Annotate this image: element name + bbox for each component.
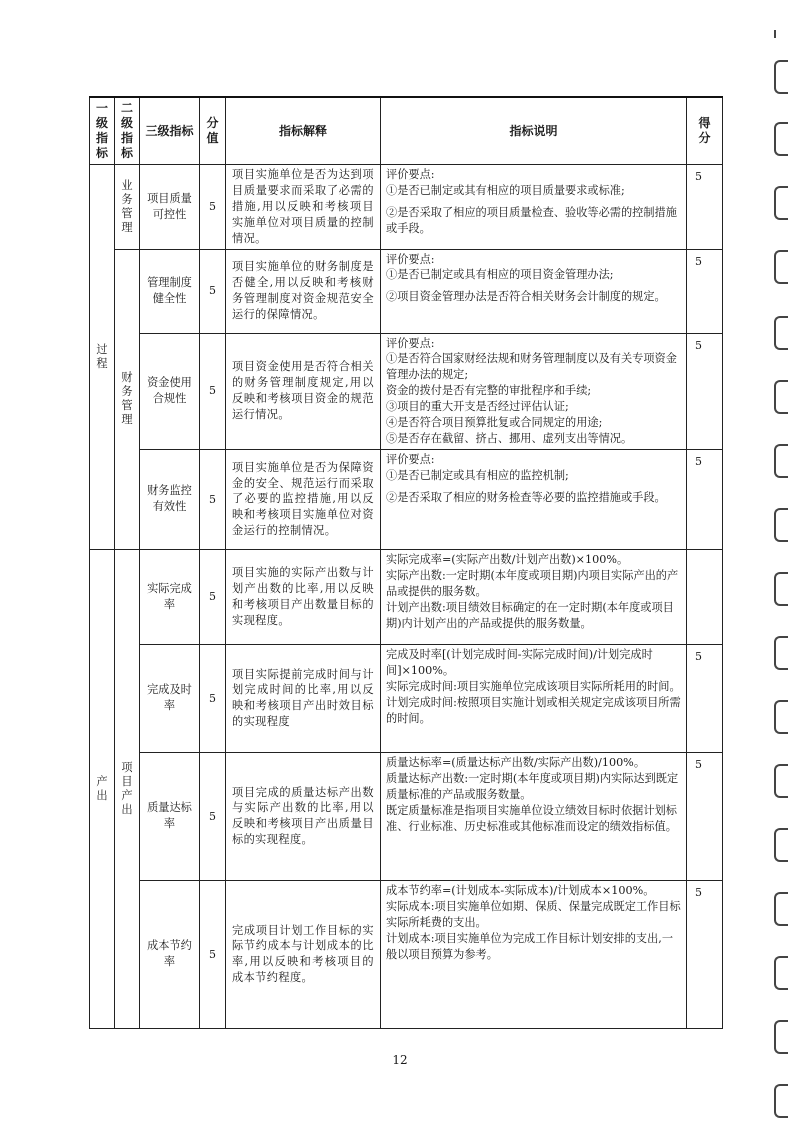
desc-line: 既定质量标准是指项目实施单位设立绩效目标时依据计划标准、行业标准、历史标准或其他标准而设定的绩效指标值。 bbox=[386, 803, 677, 833]
row-score: 5 bbox=[200, 549, 226, 644]
row-score: 5 bbox=[200, 333, 226, 449]
desc-line: 实际成本:项目实施单位如期、保质、保量完成既定工作目标实际所耗费的支出。 bbox=[386, 899, 681, 929]
table-row bbox=[90, 449, 723, 549]
desc-line: 评价要点: bbox=[386, 168, 435, 181]
table-header-row bbox=[90, 97, 723, 165]
desc-line: 质量达标率=(质量达标产出数/实际产出数)/100%。 bbox=[386, 755, 646, 769]
row-explain: 项目实际提前完成时间与计划完成时间的比率,用以反映和考核项目产出时效目标的实现程度 bbox=[226, 644, 381, 752]
header-level1: 一级指标 bbox=[90, 97, 115, 165]
row-desc bbox=[381, 549, 687, 644]
row-got: 5 bbox=[687, 165, 723, 250]
header-level3: 三级指标 bbox=[140, 97, 200, 165]
table-row bbox=[90, 880, 723, 1028]
desc-line: 成本节约率=(计划成本-实际成本)/计划成本×100%。 bbox=[386, 883, 655, 897]
group-output: 产出 bbox=[90, 549, 115, 1028]
row-desc bbox=[381, 165, 687, 250]
desc-line: 评价要点: bbox=[386, 336, 435, 350]
row-score: 5 bbox=[200, 449, 226, 549]
row-name: 成本节约率 bbox=[140, 880, 200, 1028]
desc-line: 实际产出数:一定时期(本年度或项目期)内项目实际产出的产品或提供的服务数。 bbox=[386, 568, 679, 598]
row-got: 5 bbox=[687, 644, 723, 752]
header-got: 得分 bbox=[687, 97, 723, 165]
row-explain: 项目资金使用是否符合相关的财务管理制度规定,用以反映和考核项目资金的规范运行情况。 bbox=[226, 333, 381, 449]
header-score: 分值 bbox=[200, 97, 226, 165]
row-name: 质量达标率 bbox=[140, 752, 200, 880]
row-desc bbox=[381, 752, 687, 880]
desc-line: ②是否采取了相应的财务检查等必要的监控措施或手段。 bbox=[386, 490, 666, 504]
desc-line: 完成及时率[(计划完成时间-实际完成时间)/计划完成时间]×100%。 bbox=[386, 647, 653, 677]
row-got: 5 bbox=[687, 752, 723, 880]
desc-line: 计划产出数:项目绩效目标确定的在一定时期(本年度或项目期)内计划产出的产品或提供的服务数量。 bbox=[386, 600, 674, 630]
desc-line: ①是否已制定或具有相应的项目资金管理办法; bbox=[386, 268, 614, 282]
row-desc bbox=[381, 333, 687, 449]
group-project-output: 项目产出 bbox=[115, 549, 140, 1028]
desc-line: 资金的拨付是否有完整的审批程序和手续; bbox=[386, 384, 592, 398]
page-number: 12 bbox=[392, 1053, 408, 1067]
row-got bbox=[687, 549, 723, 644]
desc-line: 评价要点: bbox=[386, 252, 435, 266]
row-desc bbox=[381, 249, 687, 333]
desc-line: 实际完成时间:项目实施单位完成该项目实际所耗用的时间。 bbox=[386, 679, 681, 693]
row-got: 5 bbox=[687, 333, 723, 449]
table-row bbox=[90, 333, 723, 449]
row-explain: 项目实施的实际产出数与计划产出数的比率,用以反映和考核项目产出数量目标的实现程度。 bbox=[226, 549, 381, 644]
header-level2: 二级指标 bbox=[115, 97, 140, 165]
row-name: 管理制度健全性 bbox=[140, 249, 200, 333]
row-got: 5 bbox=[687, 449, 723, 549]
desc-line: ④是否符合项目预算批复或合同规定的用途; bbox=[386, 416, 603, 430]
row-score: 5 bbox=[200, 249, 226, 333]
header-explain: 指标解释 bbox=[226, 97, 381, 165]
row-score: 5 bbox=[200, 165, 226, 250]
row-explain: 项目实施单位是否为达到项目质量要求而采取了必需的措施,用以反映和考核项目实施单位对项目质量的控制情况。 bbox=[226, 165, 381, 250]
desc-line: ⑤是否存在截留、挤占、挪用、虚列支出等情况。 bbox=[386, 431, 633, 445]
row-explain: 项目实施单位的财务制度是否健全,用以反映和考核财务管理制度对资金规范安全运行的保障情况。 bbox=[226, 249, 381, 333]
desc-line: 质量达标产出数:一定时期(本年度或项目期)内实际达到既定质量标准的产品或服务数量。 bbox=[386, 771, 679, 801]
desc-line: ③项目的重大开支是否经过评估认证; bbox=[386, 400, 569, 414]
desc-line: ①是否符合国家财经法规和财务管理制度以及有关专项资金管理办法的规定; bbox=[386, 352, 677, 382]
desc-line: ②是否采取了相应的项目质量检查、验收等必需的控制措施或手段。 bbox=[386, 205, 677, 235]
desc-line: 计划成本:项目实施单位为完成工作目标计划安排的支出,一般以项目预算为参考。 bbox=[386, 931, 674, 961]
group-process: 过程 bbox=[90, 165, 115, 550]
row-name: 完成及时率 bbox=[140, 644, 200, 752]
row-explain: 项目完成的质量达标产出数与实际产出数的比率,用以反映和考核项目产出质量目标的实现程度。 bbox=[226, 752, 381, 880]
desc-line: ①是否已制定或具有相应的监控机制; bbox=[386, 468, 569, 482]
row-name: 资金使用合规性 bbox=[140, 333, 200, 449]
row-score: 5 bbox=[200, 644, 226, 752]
row-score: 5 bbox=[200, 752, 226, 880]
row-name: 实际完成率 bbox=[140, 549, 200, 644]
row-explain: 项目实施单位是否为保障资金的安全、规范运行而采取了必要的监控措施,用以反映和考核项目实施单位对资金运行的控制情况。 bbox=[226, 449, 381, 549]
table-row bbox=[90, 644, 723, 752]
row-explain: 完成项目计划工作目标的实际节约成本与计划成本的比率,用以反映和考核项目的成本节约程度。 bbox=[226, 880, 381, 1028]
indicator-table bbox=[89, 96, 723, 1029]
row-desc bbox=[381, 644, 687, 752]
desc-line: 实际完成率=(实际产出数/计划产出数)×100%。 bbox=[386, 552, 629, 566]
group-business-mgmt: 业务管理 bbox=[115, 165, 140, 250]
row-desc bbox=[381, 449, 687, 549]
row-name: 项目质量可控性 bbox=[140, 165, 200, 250]
desc-line: 计划完成时间:桉照项目实施计划或相关规定完成该项目所需的时间。 bbox=[386, 695, 681, 725]
row-score: 5 bbox=[200, 880, 226, 1028]
desc-line: ②项目资金管理办法是否符合相关财务会计制度的规定。 bbox=[386, 290, 666, 304]
table-row bbox=[90, 249, 723, 333]
binding-marks bbox=[760, 0, 800, 1132]
desc-line: ①是否已制定或其有相应的项目质量要求或标准; bbox=[386, 183, 625, 197]
table-row bbox=[90, 752, 723, 880]
row-got: 5 bbox=[687, 249, 723, 333]
table-row bbox=[90, 549, 723, 644]
desc-line: 评价要点: bbox=[386, 452, 435, 466]
header-desc: 指标说明 bbox=[381, 97, 687, 165]
row-name: 财务监控有效性 bbox=[140, 449, 200, 549]
group-finance-mgmt: 财务管理 bbox=[115, 249, 140, 549]
table-row bbox=[90, 165, 723, 250]
row-desc bbox=[381, 880, 687, 1028]
row-got: 5 bbox=[687, 880, 723, 1028]
